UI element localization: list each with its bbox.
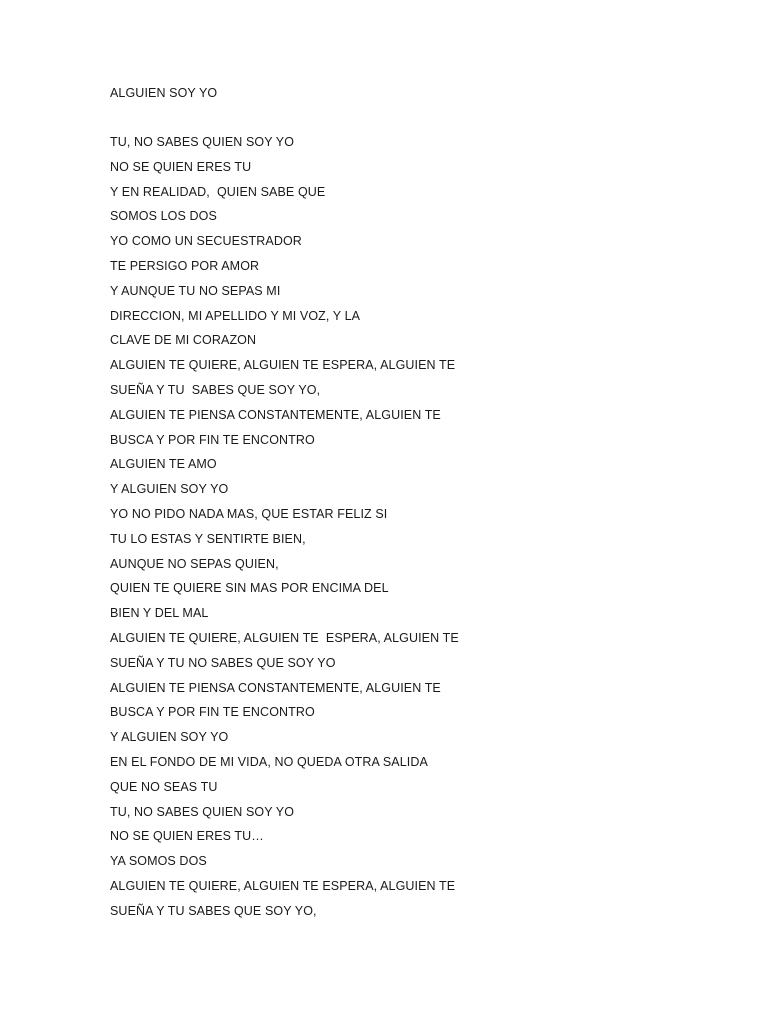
lyric-line: TU LO ESTAS Y SENTIRTE BIEN, [110,531,306,546]
lyric-line: TE PERSIGO POR AMOR [110,258,260,273]
lyric-line: Y ALGUIEN SOY YO [110,482,229,497]
lyric-line: DIRECCION, MI APELLIDO Y MI VOZ, Y LA [110,308,361,323]
lyric-line: YA SOMOS DOS [110,854,207,869]
lyric-line: BUSCA Y POR FIN TE ENCONTRO [110,705,315,720]
lyric-line: ALGUIEN TE QUIERE, ALGUIEN TE ESPERA, ALGUIEN TE [110,630,459,645]
lyric-line: SUEÑA Y TU NO SABES QUE SOY YO [110,655,336,670]
lyric-line: TU, NO SABES QUIEN SOY YO [110,135,295,149]
lyric-line: QUE NO SEAS TU [110,779,218,794]
lyric-line: EN EL FONDO DE MI VIDA, NO QUEDA OTRA SALIDA [110,754,428,769]
lyric-line: BUSCA Y POR FIN TE ENCONTRO [110,432,315,447]
lyric-line: YO NO PIDO NADA MAS, QUE ESTAR FELIZ SI [110,506,388,521]
lyric-line: Y AUNQUE TU NO SEPAS MI [110,283,281,298]
lyrics-body [110,134,459,928]
lyric-line: AUNQUE NO SEPAS QUIEN, [110,556,279,571]
lyric-line: SOMOS LOS DOS [110,209,217,224]
lyric-line: TU, NO SABES QUIEN SOY YO [110,804,295,819]
lyric-line: SUEÑA Y TU SABES QUE SOY YO, [110,903,317,918]
lyric-line: NO SE QUIEN ERES TU… [110,829,264,844]
lyric-line: ALGUIEN TE PIENSA CONSTANTEMENTE, ALGUIEN TE [110,680,441,695]
lyric-line: CLAVE DE MI CORAZON [110,333,257,348]
lyric-line: ALGUIEN TE QUIERE, ALGUIEN TE ESPERA, ALGUIEN TE [110,358,456,373]
lyric-line: Y ALGUIEN SOY YO [110,730,229,745]
lyric-line: SUEÑA Y TU SABES QUE SOY YO, [110,382,321,397]
lyric-line: QUIEN TE QUIERE SIN MAS POR ENCIMA DEL [110,581,389,596]
lyric-line: YO COMO UN SECUESTRADOR [110,234,302,249]
lyric-line: BIEN Y DEL MAL [110,606,209,621]
lyric-line: NO SE QUIEN ERES TU [110,159,252,174]
lyric-line: Y EN REALIDAD, QUIEN SABE QUE [110,184,326,199]
lyric-line: ALGUIEN TE QUIERE, ALGUIEN TE ESPERA, ALGUIEN TE [110,878,456,893]
lyric-line: ALGUIEN TE PIENSA CONSTANTEMENTE, ALGUIEN TE [110,407,441,422]
lyric-line: ALGUIEN TE AMO [110,457,217,472]
document-title: ALGUIEN SOY YO [110,86,218,100]
